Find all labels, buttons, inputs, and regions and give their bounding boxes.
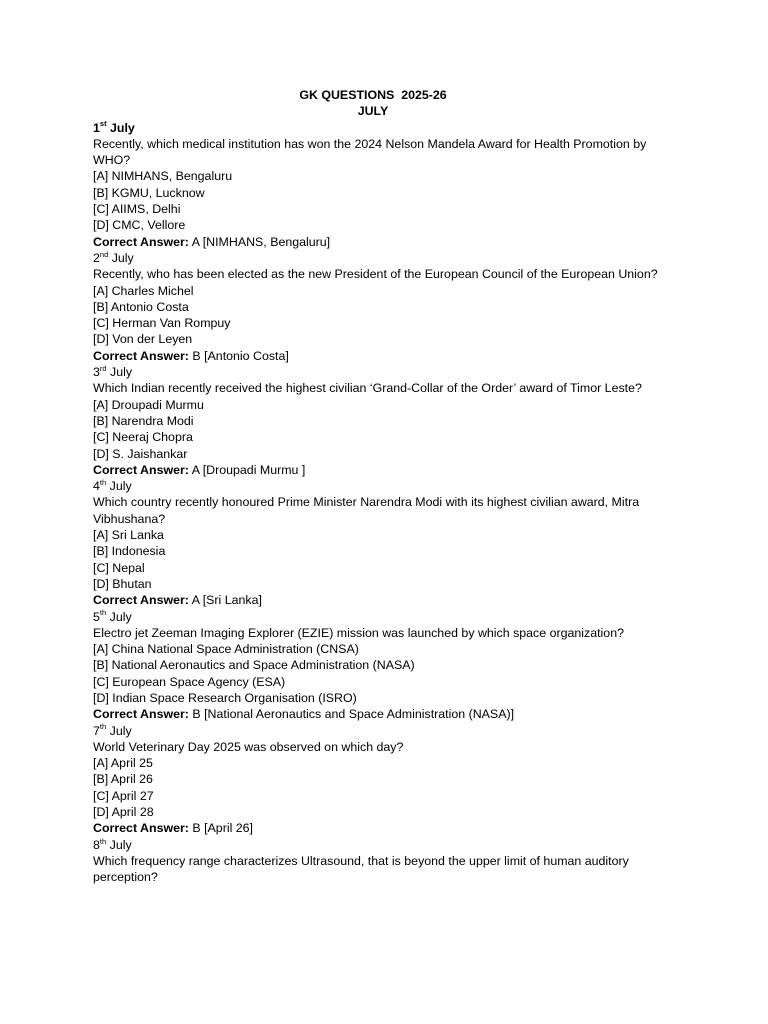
date-suffix: th <box>99 836 107 846</box>
date-suffix: th <box>99 608 107 618</box>
question-block <box>93 609 693 723</box>
date-suffix: th <box>99 478 107 487</box>
question-block <box>93 364 693 478</box>
correct-answer-value: B [April 26] <box>192 821 253 836</box>
date-suffix: st <box>99 119 107 129</box>
correct-answer-label: Correct Answer: <box>93 593 189 608</box>
date-day: 8 <box>93 837 100 852</box>
option-c: [C] April 27 <box>93 788 154 803</box>
option-c: [C] Herman Van Rompuy <box>93 316 231 331</box>
correct-answer-label: Correct Answer: <box>93 348 189 363</box>
option-b: [B] National Aeronautics and Space Administration (NASA) <box>93 658 415 673</box>
question-text: World Veterinary Day 2025 was observed on which day? <box>93 739 404 754</box>
option-c: [C] Nepal <box>93 560 145 575</box>
option-b: [B] KGMU, Lucknow <box>93 185 205 200</box>
question-block <box>93 120 693 250</box>
question-text: Which country recently honoured Prime Minister Narendra Modi with its highest civilian award, Mitra Vibhushana? <box>93 495 640 526</box>
question-date <box>93 120 693 136</box>
question-date <box>93 478 693 494</box>
question-date <box>93 250 693 266</box>
question-text: Which Indian recently received the highest civilian ‘Grand-Collar of the Order’ award of Timor Leste? <box>93 381 642 396</box>
date-day: 2 <box>93 250 100 265</box>
option-a: [A] China National Space Administration (CNSA) <box>93 642 359 657</box>
question-date <box>93 723 693 739</box>
document-title: GK QUESTIONS 2025-26 <box>299 88 447 102</box>
date-day: 7 <box>93 723 100 738</box>
date-suffix: nd <box>99 249 109 259</box>
document-content <box>93 87 693 886</box>
question-block <box>93 478 693 608</box>
question-block <box>93 250 693 364</box>
option-b: [B] Antonio Costa <box>93 299 189 314</box>
correct-answer-value: A [NIMHANS, Bengaluru] <box>191 234 331 249</box>
question-block <box>93 723 693 837</box>
question-date <box>93 609 693 625</box>
question-block <box>93 837 693 886</box>
date-month: July <box>109 609 132 624</box>
correct-answer-value: A [Sri Lanka] <box>191 593 262 608</box>
correct-answer <box>93 462 693 478</box>
date-month: July <box>109 479 132 494</box>
correct-answer-value: B [Antonio Costa] <box>192 348 289 363</box>
date-day: 5 <box>93 609 100 624</box>
option-a: [A] April 25 <box>93 756 153 771</box>
date-month: July <box>110 365 133 380</box>
option-b: [B] Narendra Modi <box>93 413 194 428</box>
option-d: [D] Von der Leyen <box>93 332 193 347</box>
option-c: [C] Neeraj Chopra <box>93 430 193 445</box>
date-day: 1 <box>93 120 100 135</box>
correct-answer <box>93 820 693 836</box>
question-date <box>93 837 693 853</box>
date-day: 4 <box>93 479 100 494</box>
option-d: [D] Bhutan <box>93 576 152 591</box>
option-a: [A] Droupadi Murmu <box>93 397 204 412</box>
option-c: [C] AIIMS, Delhi <box>93 202 181 217</box>
date-month: July <box>110 120 135 135</box>
correct-answer-label: Correct Answer: <box>93 234 189 249</box>
correct-answer-label: Correct Answer: <box>93 462 189 477</box>
document-month-heading: JULY <box>357 104 389 119</box>
option-d: [D] April 28 <box>93 805 154 820</box>
correct-answer-label: Correct Answer: <box>93 707 189 722</box>
question-date <box>93 364 693 380</box>
question-text: Recently, who has been elected as the new President of the European Council of the European Union? <box>93 267 658 282</box>
correct-answer <box>93 348 693 364</box>
correct-answer-value: B [National Aeronautics and Space Administration (NASA)] <box>192 707 515 722</box>
date-month: July <box>109 723 132 738</box>
date-month: July <box>111 250 134 265</box>
correct-answer <box>93 592 693 608</box>
option-b: [B] April 26 <box>93 772 153 787</box>
correct-answer-label: Correct Answer: <box>93 821 189 836</box>
option-a: [A] Charles Michel <box>93 283 194 298</box>
option-b: [B] Indonesia <box>93 544 166 559</box>
option-d: [D] Indian Space Research Organisation (ISRO) <box>93 690 357 705</box>
question-text: Electro jet Zeeman Imaging Explorer (EZIE) mission was launched by which space organization? <box>93 625 624 640</box>
option-c: [C] European Space Agency (ESA) <box>93 674 286 689</box>
option-a: [A] Sri Lanka <box>93 528 164 543</box>
question-text: Which frequency range characterizes Ultrasound, that is beyond the upper limit of human auditory perception? <box>93 853 629 885</box>
date-month: July <box>109 837 132 852</box>
option-a: [A] NIMHANS, Bengaluru <box>93 169 233 184</box>
correct-answer-value: A [Droupadi Murmu ] <box>191 462 306 477</box>
correct-answer <box>93 706 693 722</box>
question-text: Recently, which medical institution has won the 2024 Nelson Mandela Award for Health Promotion by WHO? <box>93 136 647 168</box>
correct-answer <box>93 234 693 250</box>
option-d: [D] CMC, Vellore <box>93 218 186 233</box>
option-d: [D] S. Jaishankar <box>93 446 188 461</box>
date-suffix: th <box>99 722 107 732</box>
date-day: 3 <box>93 365 100 380</box>
date-suffix: rd <box>99 363 107 373</box>
